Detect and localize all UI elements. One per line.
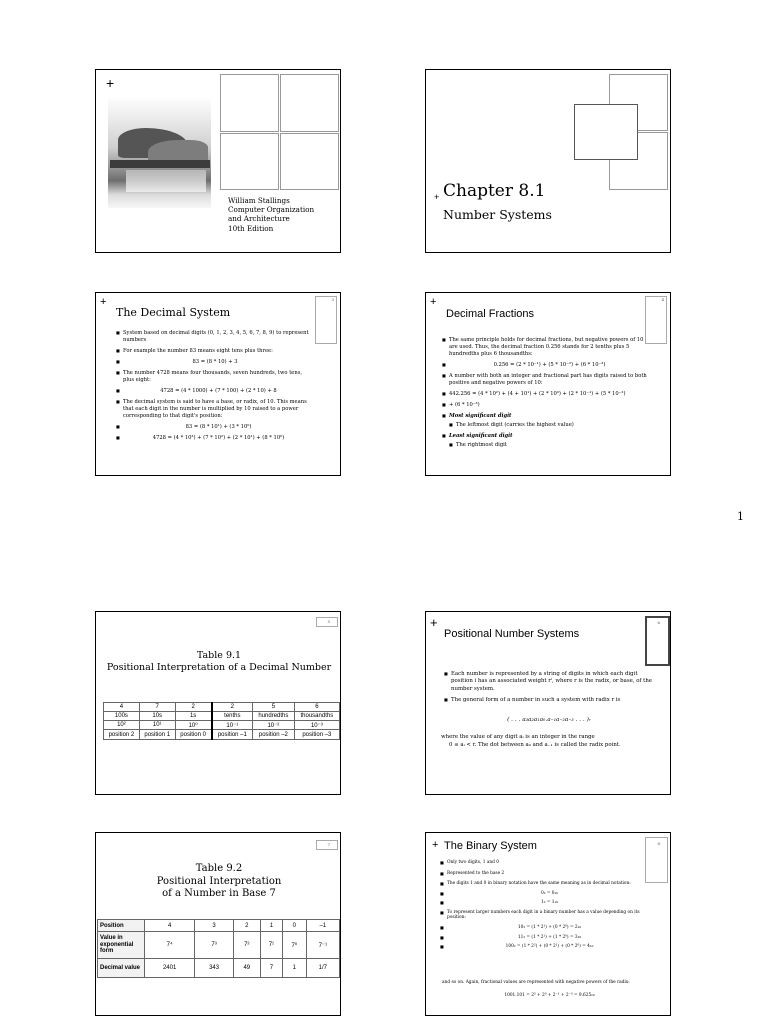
table-row: Decimal value 2401 343 49 7 1 1/7 [98,959,340,978]
bullet: ■ The digits 1 and 0 in binary notation have the same meaning as in decimal notation: [440,881,652,887]
equation: ■ + (6 * 10⁻³) [442,402,650,409]
slide-number: 7 [327,842,330,847]
bullet-list [440,860,652,954]
slide-6 [425,611,671,795]
bullet: ■ Most significant digit [442,413,650,420]
chapter-subtitle: Number Systems [443,207,552,222]
slide-3 [95,292,341,476]
deco-frame [280,74,339,132]
radix-text: where the value of any digit aᵢ is an integer in the range 0 ≤ aᵢ < r. The dot between a₀ and a₋₁ is called the radix point. [441,734,621,748]
equation: ■ 442.256 = (4 * 10²) + (4 + 10¹) + (2 * 10⁰) + (2 * 10⁻¹) + (5 * 10⁻²) [442,391,650,398]
bullet-list [442,337,650,453]
building-photo [108,98,211,208]
bullet: ■ For example the number 83 means eight tens plus three: [116,348,314,355]
equation: ■ 4728 = (4 * 1000) + (7 * 100) + (2 * 10) + 8 [116,388,314,395]
general-form: ( . . . a₃a₂a₁a₀.a₋₁a₋₂a₋₃ . . . )ᵣ [507,717,591,723]
table-row: 10² 10¹ 10⁰ 10⁻¹ 10⁻² 10⁻³ [104,721,340,730]
slide-7 [95,832,341,1016]
bullet: ■ Represented to the base 2 [440,871,652,877]
equation: ■ 11₂ = (1 * 2¹) + (1 * 2⁰) = 3₁₀ [440,935,652,941]
plus-icon: + [100,296,107,308]
bullet-list [444,671,652,708]
bullet: ■ Least significant digit [442,433,650,440]
slide-8 [425,832,671,1016]
bullet: ■ Each number is represented by a string of digits in which each digit position i has an associated weight rⁱ, where r is the radix, or base, of the number system. [444,671,652,693]
slide-2 [425,69,671,253]
table-row: Value in exponential form 7⁴ 7³ 7² 7¹ 7⁰ 7⁻¹ [98,932,340,959]
slide-title: The Decimal System [116,306,231,319]
bullet: ■ The number 4728 means four thousands, seven hundreds, two tens, plus eight: [116,370,314,384]
base7-table [97,919,340,978]
bullet: ■ A number with both an integer and fractional part has digits raised to both positive and negative powers of 10: [442,373,650,387]
sub-bullet: ■ The rightmost digit [449,442,650,449]
plus-icon: + [106,75,115,91]
deco-frame [280,133,339,190]
table-row: Position 4 3 2 1 0 –1 [98,920,340,932]
table-row: 4 7 2 2 5 6 [104,703,340,712]
deco-frame [220,133,279,190]
sub-bullet: ■ The leftmost digit (carries the highest value) [449,422,650,429]
slide-5 [95,611,341,795]
equation: ■ 0.256 = (2 * 10⁻¹) + (5 * 10⁻²) + (6 * 10⁻³) [442,362,650,369]
table-row: 100s 10s 1s tenths hundredths thousandths [104,712,340,721]
bullet: ■ The decimal system is said to have a base, or radix, of 10. This means that each digit in the number is multiplied by 10 raised to a power corresponding to that digit's position: [116,399,314,420]
slide-title: Positional Number Systems [444,628,580,640]
bullet: ■ To represent larger numbers each digit in a binary number has a value depending on its position: [440,910,652,921]
equation: ■ 100₂ = (1 * 2²) + (0 * 2¹) + (0 * 2⁰) = 4₁₀ [440,944,652,950]
slide-title: The Binary System [444,840,537,852]
slide-title: Decimal Fractions [446,308,535,320]
equation: ■ 83 = (8 * 10¹) + (3 * 10⁰) [116,424,314,431]
slide-number: 5 [327,619,330,624]
fraction-text: and so on. Again, fractional values are represented with negative powers of the radix: 1001.101 = 2³ + 2⁰ + 2⁻¹ + 2⁻³ = 9.625₁₀ [442,980,630,998]
table-title: Table 9.1 Positional Interpretation of a Decimal Number [106,650,332,673]
table-row: position 2 position 1 position 0 position –1 position –2 position –3 [104,730,340,740]
slide-number: 8 [657,841,660,846]
slide-number: 4 [661,297,664,302]
slide-number: 6 [657,620,660,625]
deco-frame [574,104,638,160]
plus-icon: + [432,839,439,851]
equation: ■ 1₂ = 1₁₀ [440,900,652,906]
bullet: ■ The general form of a number in such a system with radix r is [444,697,652,704]
bullet-list [116,330,314,446]
bullet: ■ System based on decimal digits (0, 1, 2, 3, 4, 5, 6, 7, 8, 9) to represent numbers [116,330,314,344]
bullet: ■ Only two digits, 1 and 0 [440,860,652,866]
chapter-title: Chapter 8.1 [443,181,546,201]
equation: ■ 0₂ = 0₁₀ [440,891,652,897]
book-credit: William Stallings Computer Organization and Architecture 10th Edition [228,196,315,233]
table-title: Table 9.2 Positional Interpretation of a Number in Base 7 [156,863,282,899]
page-number: 1 [737,510,744,523]
plus-icon: + [434,192,440,202]
plus-icon: + [430,615,438,630]
slide-4 [425,292,671,476]
equation: ■ 83 = (8 * 10) + 3 [116,359,314,366]
deco-frame [220,74,279,132]
equation: ■ 10₂ = (1 * 2¹) + (0 * 2⁰) = 2₁₀ [440,925,652,931]
deco-frame [315,296,337,344]
decimal-table [103,702,340,740]
bullet: ■ The same principle holds for decimal fractions, but negative powers of 10 are used. Thus, the decimal fraction 0.256 stands for 2 tenths plus 5 hundredths plus 6 thousandths: [442,337,650,358]
plus-icon: + [430,296,437,308]
slide-1 [95,69,341,253]
equation: ■ 4728 = (4 * 10³) + (7 * 10²) + (2 * 10¹) + (8 * 10⁰) [116,435,314,442]
slide-number: 3 [331,297,334,302]
